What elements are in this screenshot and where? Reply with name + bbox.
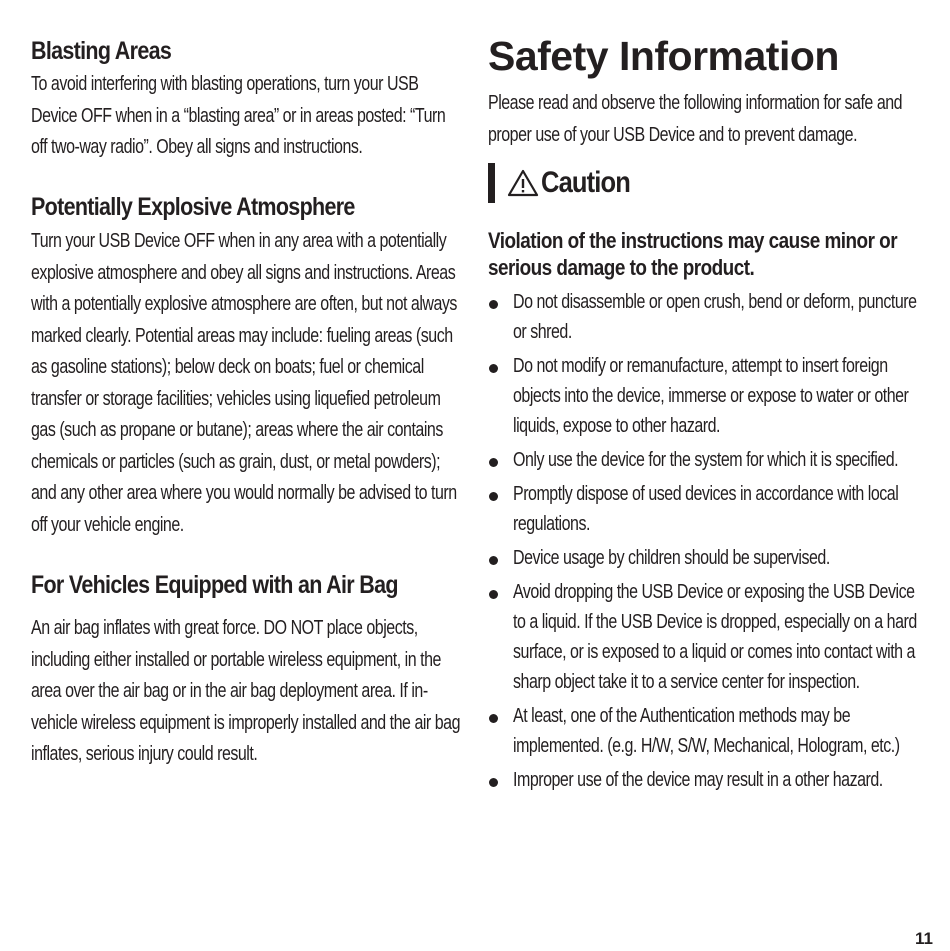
list-item: Do not modify or remanufacture, attempt to insert foreign objects into the device, immerse or expose to water or other liquids, expose to other hazard. — [488, 351, 918, 441]
bullet-icon — [489, 458, 498, 467]
list-item: Promptly dispose of used devices in accordance with local regulations. — [488, 479, 918, 539]
page-number: 11 — [915, 929, 933, 948]
bullet-icon — [489, 778, 498, 787]
list-item: Only use the device for the system for which it is specified. — [488, 445, 918, 475]
explosive-atmosphere-text: Turn your USB Device OFF when in any area with a potentially explosive atmosphere and obey all signs and instructions. Areas with a potentially explosive atmosphere are often, but not always marked clearly. Potential areas may include: fueling areas (such as gasoline stations); below deck on boats; fuel or chemical transfer or storage facilities; vehicles using liquefied petroleum gas (such as propane or butane); areas where the air contains chemicals or particles (such as grain, dust, or metal powders); and any other area where you would normally be advised to turn off your vehicle engine. — [31, 230, 457, 536]
blasting-areas-text: To avoid interfering with blasting operations, turn your USB Device OFF when in a “blasting area” or in areas posted: “Turn off two-way radio”. Obey all signs and instructions. — [31, 73, 446, 158]
caution-bar — [488, 163, 495, 203]
warning-triangle-icon — [507, 169, 539, 197]
caution-banner — [488, 162, 646, 204]
list-item: Avoid dropping the USB Device or exposing the USB Device to a liquid. If the USB Device is dropped, especially on a hard surface, or is exposed to a liquid or comes into contact with a sharp object take it to a service center for inspection. — [488, 577, 918, 697]
air-bag-text: An air bag inflates with great force. DO NOT place objects, including either installed or portable wireless equipment, in the area over the air bag or in the air bag deployment area. If in-vehicle wireless equipment is improperly installed and the air bag inflates, serious injury could result. — [31, 617, 461, 765]
intro-text: Please read and observe the following information for safe and proper use of your USB Device and to prevent damage. — [488, 92, 903, 146]
explosive-atmosphere-heading: Potentially Explosive Atmosphere — [31, 193, 355, 221]
bullet-icon — [489, 364, 498, 373]
bullet-icon — [489, 556, 498, 565]
caution-label: Caution — [541, 166, 630, 199]
caution-list — [488, 287, 918, 799]
bullet-icon — [489, 300, 498, 309]
page-title: Safety Information — [488, 33, 839, 79]
list-item: Device usage by children should be supervised. — [488, 543, 918, 573]
bullet-icon — [489, 714, 498, 723]
blasting-areas-heading: Blasting Areas — [31, 37, 172, 65]
list-item: Do not disassemble or open crush, bend or deform, puncture or shred. — [488, 287, 918, 347]
list-item: At least, one of the Authentication methods may be implemented. (e.g. H/W, S/W, Mechanical, Hologram, etc.) — [488, 701, 918, 761]
bullet-icon — [489, 492, 498, 501]
list-item: Improper use of the device may result in a other hazard. — [488, 765, 918, 795]
violation-warning: Violation of the instructions may cause minor or serious damage to the product. — [488, 228, 898, 280]
air-bag-heading: For Vehicles Equipped with an Air Bag — [31, 571, 398, 599]
bullet-icon — [489, 590, 498, 599]
